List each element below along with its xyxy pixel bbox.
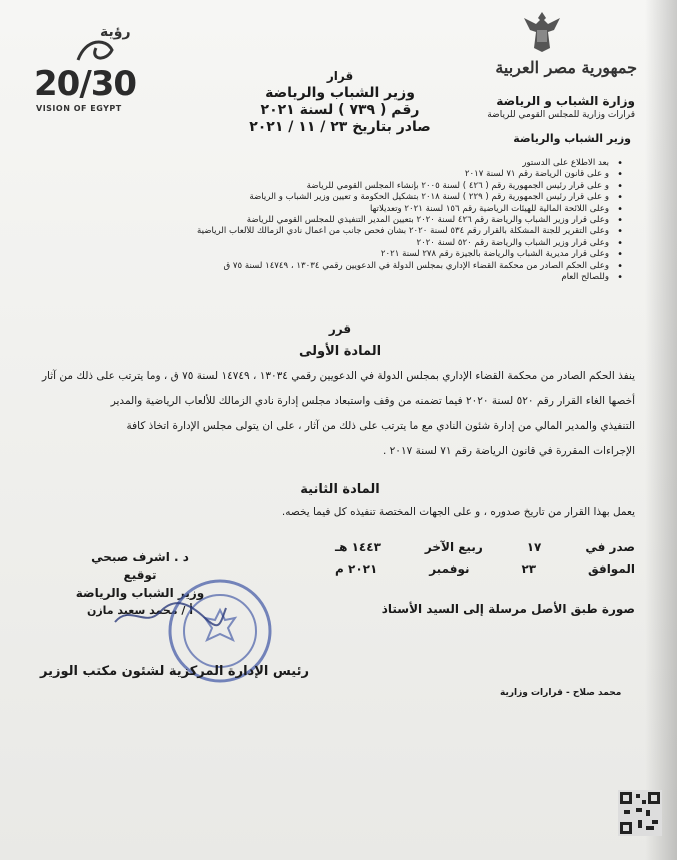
article-one-line: الإجراءات المقررة في قانون الرياضة رقم ٧١ لسنة ٢٠١٧ . (382, 445, 635, 457)
gregorian-date-row (335, 562, 635, 584)
preamble-item: • بعد الاطلاع على الدستور (113, 158, 623, 169)
preamble-item: • وعلى اللائحة المالية للهيئات الرياضية رقم ١٥٦ لسنة ٢٠٢١ وتعديلاتها (113, 204, 623, 215)
preamble-item: • وعلى التقرير للجنة المشكلة بالقرار رقم ٥٣٤ لسنة ٢٠٢٠ بشأن فحص جانب من أعمال نادي الزمالك للألعاب الرياضية (113, 226, 623, 237)
decision-heading: قرر (328, 322, 352, 336)
article-one-title: المادة الأولى (298, 344, 382, 359)
title-line-decision: قرار (326, 69, 354, 83)
greg-day: ٢٣ (521, 562, 537, 576)
title-line-date: صادر بتاريخ ٢٣ / ١١ / ٢٠٢١ (249, 119, 431, 135)
republic-script: جمهورية مصر العربية (495, 58, 637, 77)
article-two-line: يعمل بهذا القرار من تاريخ صدوره ، و على الجهات المختصة تنفيذه كل فيما يخصه. (281, 506, 635, 518)
preamble-list (113, 158, 623, 283)
decision-title (210, 68, 470, 136)
preamble-item: • و على قرار رئيس الجمهورية رقم ( ٤٢٦ ) لسنة ٢٠٠٥ بإنشاء المجلس القومي للرياضة (113, 181, 623, 192)
minister-heading: وزير الشباب والرياضة (513, 132, 631, 145)
corresponding-label: الموافق (588, 562, 635, 576)
logo-english-text: VISION OF EGYPT (36, 104, 122, 113)
preamble-item: • وعلى قرار وزير الشباب والرياضة رقم ٥٢٠ لسنة ٢٠٢٠ (113, 238, 623, 249)
ministry-subtitle: قرارات وزارية للمجلس القومي للرياضة (487, 110, 635, 120)
logo-number: 20/30 (34, 64, 137, 104)
hijri-date-row (335, 540, 635, 562)
issued-label: صدر في (585, 540, 635, 554)
preamble-item: • وعلى قرار وزير الشباب والرياضة رقم ٤٢٦ لسنة ٢٠٢٠ بتعيين المدير التنفيذي للمجلس القومي للرياضة (113, 215, 623, 226)
preamble-item: • وعلى الحكم الصادر من محكمة القضاء الإداري بمجلس الدولة في الدعويين رقمي ١٣٠٣٤ ، ١٤٧٤٩ لسنة ٧٥ ق (113, 261, 623, 272)
issue-dates (335, 540, 635, 584)
sign-label: توقيع (123, 568, 157, 582)
article-two-body (35, 500, 635, 525)
hijri-year: ١٤٤٣ هـ (335, 540, 381, 554)
hijri-month: ربيع الآخر (424, 540, 483, 554)
minister-role: وزير الشباب والرياضة (75, 586, 205, 600)
page-shadow (645, 0, 677, 860)
eagle-emblem-icon (520, 8, 564, 56)
article-one-line: أخصها الغاء القرار رقم ٥٢٠ لسنة ٢٠٢٠ فيما تضمنه من وقف واستبعاد مجلس إدارة نادي الزمالك للألعاب الرياضية والمدير (110, 395, 635, 407)
logo-arabic-text: رؤية (100, 24, 131, 40)
certifier-name: أ / محمد سعيد مازن (86, 604, 194, 617)
article-one-line: التنفيذي والمدير المالي من إدارة شئون النادي مع ما يترتب على ذلك من آثار ، على ان يتولى مجلس الإدارة اتخاذ كافة (126, 420, 635, 432)
title-line-number: رقم ( ٧٣٩ ) لسنة ٢٠٢١ (260, 102, 420, 118)
signature-scribble-icon (110, 600, 230, 630)
hijri-day: ١٧ (526, 540, 542, 554)
article-one-body (35, 364, 635, 464)
office-line: رئيس الإدارة المركزية لشئون مكتب الوزير (40, 664, 309, 679)
article-one-line: ينفذ الحكم الصادر من محكمة القضاء الإداري بمجلس الدولة في الدعويين رقمي ١٣٠٣٤ ، ١٤٧٤٩ لسنة ٧٥ ق ، وما يترتب على ذلك من آثار (41, 370, 635, 382)
vision-2030-logo (30, 14, 160, 114)
preamble-item: • وعلى قرار مديرية الشباب والرياضة بالجيزة رقم ٢٧٨ لسنة ٢٠٢١ (113, 249, 623, 260)
qr-code-icon (618, 790, 662, 836)
title-line-minister: وزير الشباب والرياضة (265, 85, 415, 101)
article-two-title: المادة الثانية (300, 482, 380, 497)
copy-line: صورة طبق الأصل مرسلة إلى السيد الأستاذ (381, 602, 635, 616)
ministry-name: وزارة الشباب و الرياضة (496, 94, 635, 108)
greg-year: ٢٠٢١ م (335, 562, 378, 576)
footer-note: محمد صلاح - قرارات وزارية (500, 688, 622, 698)
minister-name: د . اشرف صبحي (91, 550, 189, 564)
preamble-item: • و على قرار رئيس الجمهورية رقم ( ٢٢٩ ) لسنة ٢٠١٨ بتشكيل الحكومة و تعيين وزير الشباب و الرياضة (113, 192, 623, 203)
preamble-item: • و على قانون الرياضة رقم ٧١ لسنة ٢٠١٧ (113, 169, 623, 180)
greg-month: نوفمبر (429, 562, 470, 576)
preamble-item: • وللصالح العام (113, 272, 623, 283)
